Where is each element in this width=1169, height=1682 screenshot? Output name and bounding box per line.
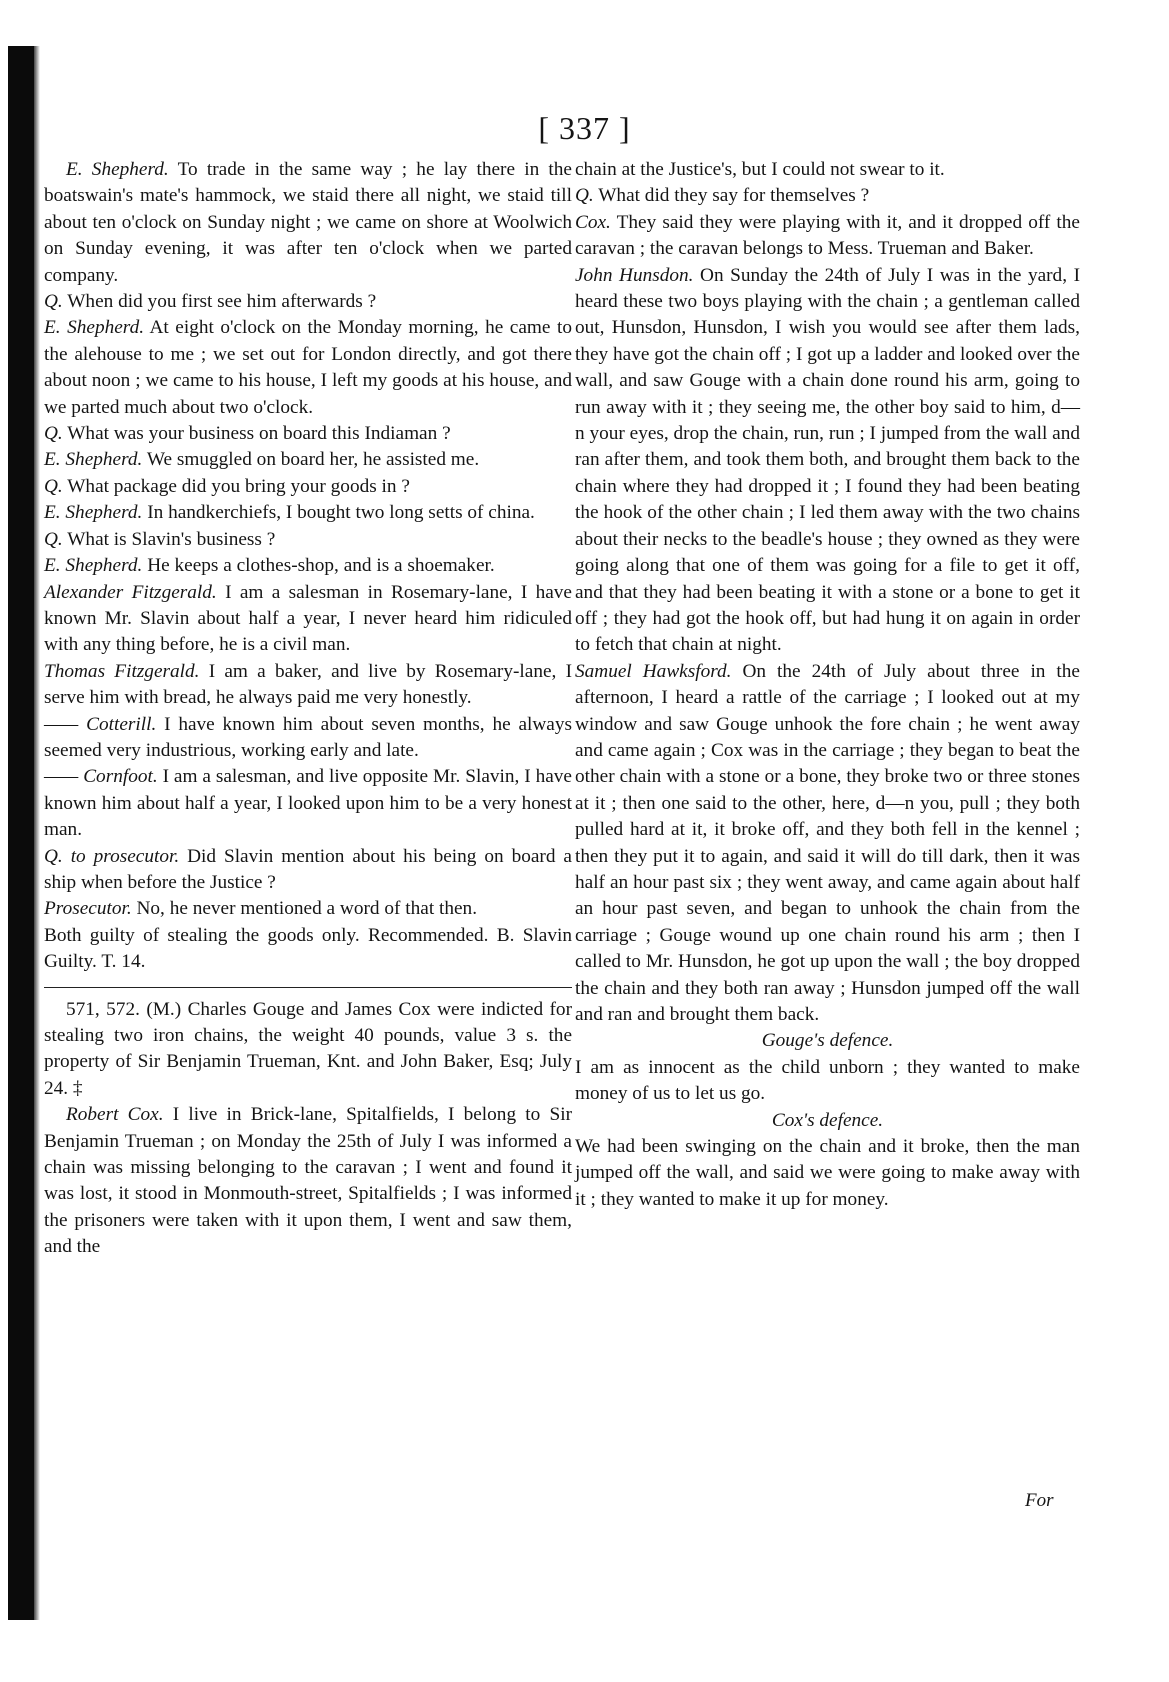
defence-heading-gouge: Gouge's defence. — [761, 1030, 894, 1052]
testimony-text: chain at the Justice's, but I could not swear to it. — [575, 159, 945, 180]
testimony-text: At eight o'clock on the Monday morning, he came to the alehouse to me ; we set out for London directly, and got there about noon ; we came to his house, I left my goods at his house, and we parted much about two o'clock. — [44, 317, 572, 418]
testimony-paragraph — [44, 500, 572, 526]
testimony-text: On Sunday the 24th of July I was in the yard, I heard these two boys playing with the chain ; a gentleman called out, Hunsdon, Hunsdon, I wish you would see after them lads, they have got the chain off ; I got up a ladder and looked over the wall, and saw Gouge with a chain done round his arm, going to run away with it ; they seeing me, the other boy said to him, d—n your eyes, drop the chain, run, run ; I jumped from the wall and ran after them, and took them both, and brought them back to the chain where they had dropped it ; I found they had been beating the hook of the other chain ; I led them away with the two chains about their necks to the beadle's house ; they owned as they were going along that one of them was going for a file to get it off, and that they had been beating it with a stone or a bone to get it off ; they had got the hook off, but had hung it on again in order to fetch that chain at night. — [575, 264, 1080, 656]
testimony-text: What is Slavin's business ? — [67, 528, 276, 550]
speaker-name: Thomas Fitzgerald. — [44, 660, 200, 682]
speaker-name: E. Shepherd. — [44, 449, 143, 471]
speaker-name: Robert Cox. — [66, 1104, 164, 1126]
testimony-text: I live in Brick-lane, Spitalfields, I belong to Sir Benjamin Trueman ; on Monday the 25th of July I was informed a chain was missing belonging to the caravan ; I went and found it was lost, it stood in Monmouth-street, Spitalfields ; I was informed the prisoners were taken with it upon them, I went and saw them, and the — [44, 1104, 572, 1258]
catchword: For — [1025, 1490, 1054, 1511]
testimony-text: I am a baker, and live by Rosemary-lane, I serve him with bread, he always paid me very honestly. — [44, 660, 572, 709]
testimony-paragraph — [44, 447, 572, 473]
testimony-text: What did they say for themselves ? — [598, 185, 870, 207]
section-rule — [44, 987, 572, 988]
speaker-name: Cox. — [575, 211, 611, 233]
testimony-text: He keeps a clothes-shop, and is a shoemaker. — [147, 555, 495, 577]
speaker-name: Q. — [44, 475, 63, 497]
testimony-text: We smuggled on board her, he assisted me. — [146, 449, 480, 471]
testimony-paragraph — [44, 157, 572, 289]
testimony-text: What was your business on board this Indiaman ? — [67, 423, 451, 445]
testimony-paragraph — [44, 421, 572, 447]
defence-heading-cox: Cox's defence. — [771, 1109, 884, 1131]
speaker-name: Samuel Hawksford. — [575, 660, 732, 682]
testimony-paragraph — [575, 263, 1080, 659]
testimony-text: To trade in the same way ; he lay there in the boatswain's mate's hammock, we staid there all night, we staid till about ten o'clock on Sunday night ; we came on shore at Woolwich on Sunday evening, it was after ten o'clock when we parted company. — [44, 159, 572, 286]
testimony-text: They said they were playing with it, and it dropped off the caravan ; the caravan belongs to Mess. Trueman and Baker. — [575, 211, 1080, 260]
testimony-paragraph — [575, 210, 1080, 263]
testimony-text: In handkerchiefs, I bought two long setts of china. — [147, 502, 535, 524]
defence-text-gouge: I am as innocent as the child unborn ; they wanted to make money of us to let us go. — [575, 1056, 1080, 1105]
testimony-text: Did Slavin mention about his being on board a ship when before the Justice ? — [44, 845, 572, 893]
speaker-name: E. Shepherd. — [44, 317, 145, 339]
testimony-text: What package did you bring your goods in ? — [67, 475, 410, 497]
testimony-text: I am a salesman in Rosemary-lane, I have known Mr. Slavin about half a year, I never heard him ridiculed with any thing before, he is a civil man. — [44, 581, 572, 656]
right-paragraphs — [575, 157, 1080, 1028]
speaker-name: Q. — [575, 185, 594, 207]
speaker-name: —— Cotterill. — [44, 713, 157, 735]
testimony-paragraph — [44, 474, 572, 500]
speaker-name: —— Cornfoot. — [44, 766, 158, 788]
testimony-paragraph — [575, 183, 1080, 209]
speaker-name: Prosecutor. — [44, 898, 132, 920]
testimony-paragraph — [44, 553, 572, 579]
scan-edge — [8, 46, 34, 1620]
testimony-paragraph — [44, 659, 572, 712]
speaker-name: E. Shepherd. — [44, 502, 143, 524]
testimony-paragraph — [44, 580, 572, 659]
testimony-paragraph — [575, 659, 1080, 1029]
testimony-paragraph — [44, 764, 572, 843]
left-tail-paragraphs — [44, 1102, 572, 1260]
testimony-paragraph — [44, 315, 572, 421]
testimony-paragraph — [44, 527, 572, 553]
testimony-paragraph — [44, 712, 572, 765]
testimony-text: I am a salesman, and live opposite Mr. Slavin, I have known him about half a year, I looked upon him to be a very honest man. — [44, 766, 572, 841]
testimony-paragraph — [44, 844, 572, 897]
testimony-paragraph — [44, 1102, 572, 1260]
speaker-name: Alexander Fitzgerald. — [44, 581, 217, 603]
right-column — [575, 157, 1080, 1213]
testimony-text: Both guilty of stealing the goods only. Recommended. B. Slavin Guilty. T. 14. — [44, 924, 572, 973]
speaker-name: Q. to prosecutor. — [44, 845, 180, 867]
speaker-name: E. Shepherd. — [44, 555, 143, 577]
case-heading: 571, 572. (M.) Charles Gouge and James Cox were indicted for stealing two iron chains, the weight 40 pounds, value 3 s. the property of Sir Benjamin Trueman, Knt. and John Baker, Esq; July 24. ‡ — [44, 998, 572, 1099]
left-column — [44, 157, 572, 1261]
speaker-name: John Hunsdon. — [575, 264, 694, 286]
testimony-paragraph — [575, 157, 1080, 183]
scan-edge-shadow — [34, 46, 40, 1620]
defence-text-cox: We had been swinging on the chain and it broke, then the man jumped off the wall, and said we were going to make away with it ; they wanted to make it up for money. — [575, 1136, 1080, 1210]
testimony-text: I have known him about seven months, he always seemed very industrious, working early and late. — [44, 713, 572, 761]
speaker-name: Q. — [44, 291, 63, 313]
testimony-text: When did you first see him afterwards ? — [67, 291, 377, 313]
testimony-text: On the 24th of July about three in the afternoon, I heard a rattle of the carriage ; I looked out at my window and saw Gouge unhook the fore chain ; he went away and came again ; Cox was in the carriage ; they began to beat the other chain with a stone or a bone, they broke two or three stones at it ; then one said to the other, here, d—n you, pull ; they both pulled hard at it, it broke off, and they both fell in the kennel ; then they put it to again, and said it will do till dark, then it was half an hour past six ; they went away, and came again about half an hour past seven, and began to unhook the chain from the carriage ; Gouge wound up one chain round his arm ; then I called to Mr. Hunsdon, he got up upon the wall ; the boy dropped the chain and they both ran away ; Hunsdon jumped off the wall and ran and brought them back. — [575, 660, 1080, 1025]
speaker-name: Q. — [44, 528, 63, 550]
page-number: [ 337 ] — [538, 110, 631, 146]
testimony-text: No, he never mentioned a word of that then. — [136, 898, 478, 920]
testimony-paragraph — [44, 896, 572, 922]
testimony-paragraph — [44, 923, 572, 976]
testimony-paragraph — [44, 289, 572, 315]
left-paragraphs — [44, 157, 572, 976]
speaker-name: E. Shepherd. — [66, 159, 169, 180]
speaker-name: Q. — [44, 423, 63, 445]
